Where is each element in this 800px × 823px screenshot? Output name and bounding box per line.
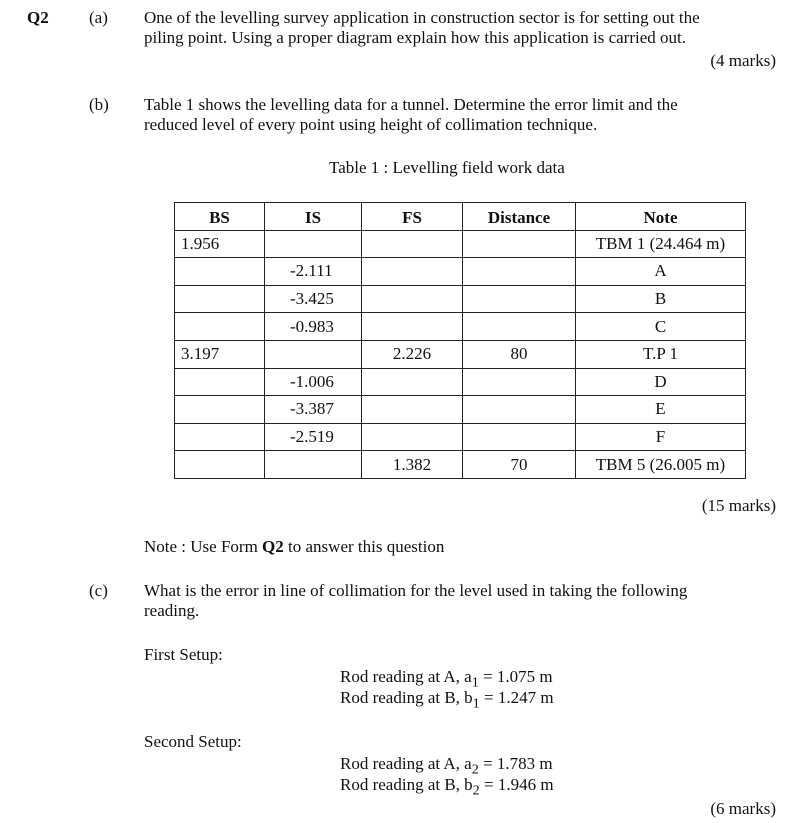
cell-bs: [175, 396, 265, 424]
cell-is: -3.425: [265, 285, 362, 313]
table-row: [175, 451, 746, 479]
table-row: [175, 396, 746, 424]
part-b-text: [144, 95, 778, 135]
first-reading-b: [340, 688, 554, 712]
header-is: IS: [265, 203, 362, 231]
second-b-text: Rod reading at B, b: [340, 775, 473, 794]
form-note-bold: Q2: [262, 537, 284, 556]
part-c-line2: reading.: [144, 601, 200, 620]
cell-bs: [175, 451, 265, 479]
second-setup-label: Second Setup:: [144, 732, 242, 751]
part-a-line1: One of the levelling survey application in construction sector is for setting out the: [144, 8, 700, 27]
cell-bs: [175, 258, 265, 286]
second-reading-b: [340, 775, 554, 799]
part-b-line2: reduced level of every point using height of collimation technique.: [144, 115, 598, 134]
second-a-text: Rod reading at A, a: [340, 754, 472, 773]
cell-note: C: [576, 313, 746, 341]
table-caption: Table 1 : Levelling field work data: [329, 158, 565, 177]
cell-note: E: [576, 396, 746, 424]
cell-note: TBM 5 (26.005 m): [576, 451, 746, 479]
first-b-sub: 1: [472, 695, 480, 712]
cell-fs: [362, 396, 463, 424]
table-row: [175, 423, 746, 451]
part-c-marks: (6 marks): [710, 799, 776, 818]
part-c-text: [144, 581, 778, 621]
first-setup-label: First Setup:: [144, 645, 223, 664]
cell-distance: 70: [463, 451, 576, 479]
cell-bs: [175, 368, 265, 396]
cell-note: TBM 1 (24.464 m): [576, 230, 746, 258]
table-row: [175, 230, 746, 258]
form-note-prefix: Note : Use Form: [144, 537, 263, 556]
cell-fs: [362, 230, 463, 258]
cell-bs: [175, 285, 265, 313]
cell-note: T.P 1: [576, 340, 746, 368]
question-label: Q2: [27, 8, 49, 27]
table-row: [175, 313, 746, 341]
cell-bs: 1.956: [175, 230, 265, 258]
second-a-value: = 1.783 m: [478, 754, 553, 773]
header-distance: Distance: [463, 203, 576, 231]
levelling-table: [174, 202, 746, 479]
part-a-line2: piling point. Using a proper diagram explain how this application is carried out.: [144, 28, 686, 47]
first-b-text: Rod reading at B, b: [340, 688, 473, 707]
cell-is: -0.983: [265, 313, 362, 341]
table-row: [175, 368, 746, 396]
part-a-marks: (4 marks): [710, 51, 776, 70]
cell-distance: [463, 258, 576, 286]
first-a-sub: 1: [471, 674, 479, 691]
cell-is: [265, 230, 362, 258]
cell-fs: 2.226: [362, 340, 463, 368]
table-row: [175, 285, 746, 313]
first-a-value: = 1.075 m: [478, 667, 553, 686]
cell-note: B: [576, 285, 746, 313]
second-b-sub: 2: [472, 782, 480, 799]
part-b-line1: Table 1 shows the levelling data for a tunnel. Determine the error limit and the: [144, 95, 678, 114]
cell-fs: [362, 285, 463, 313]
second-a-sub: 2: [471, 761, 479, 778]
header-note: Note: [576, 203, 746, 231]
cell-is: -2.519: [265, 423, 362, 451]
cell-is: -2.111: [265, 258, 362, 286]
header-bs: BS: [175, 203, 265, 231]
cell-is: [265, 451, 362, 479]
form-note: [144, 537, 444, 557]
first-a-text: Rod reading at A, a: [340, 667, 472, 686]
second-b-value: = 1.946 m: [479, 775, 554, 794]
cell-distance: [463, 230, 576, 258]
cell-note: A: [576, 258, 746, 286]
header-fs: FS: [362, 203, 463, 231]
cell-is: [265, 340, 362, 368]
cell-bs: [175, 423, 265, 451]
cell-fs: [362, 368, 463, 396]
part-c-label: (c): [89, 581, 108, 600]
part-c-line1: What is the error in line of collimation for the level used in taking the following: [144, 581, 688, 600]
cell-note: D: [576, 368, 746, 396]
cell-bs: 3.197: [175, 340, 265, 368]
part-b-marks: (15 marks): [701, 496, 776, 515]
part-a-label: (a): [89, 8, 108, 27]
cell-distance: [463, 396, 576, 424]
cell-distance: 80: [463, 340, 576, 368]
table-header-row: [175, 203, 746, 231]
cell-fs: [362, 423, 463, 451]
cell-distance: [463, 423, 576, 451]
cell-is: -1.006: [265, 368, 362, 396]
first-b-value: = 1.247 m: [479, 688, 554, 707]
cell-fs: [362, 313, 463, 341]
table-row: [175, 258, 746, 286]
cell-fs: 1.382: [362, 451, 463, 479]
cell-note: F: [576, 423, 746, 451]
cell-distance: [463, 313, 576, 341]
cell-is: -3.387: [265, 396, 362, 424]
part-a-text: [144, 8, 778, 48]
form-note-suffix: to answer this question: [283, 537, 445, 556]
cell-distance: [463, 285, 576, 313]
part-b-label: (b): [89, 95, 109, 114]
cell-bs: [175, 313, 265, 341]
cell-distance: [463, 368, 576, 396]
table-row: [175, 340, 746, 368]
cell-fs: [362, 258, 463, 286]
